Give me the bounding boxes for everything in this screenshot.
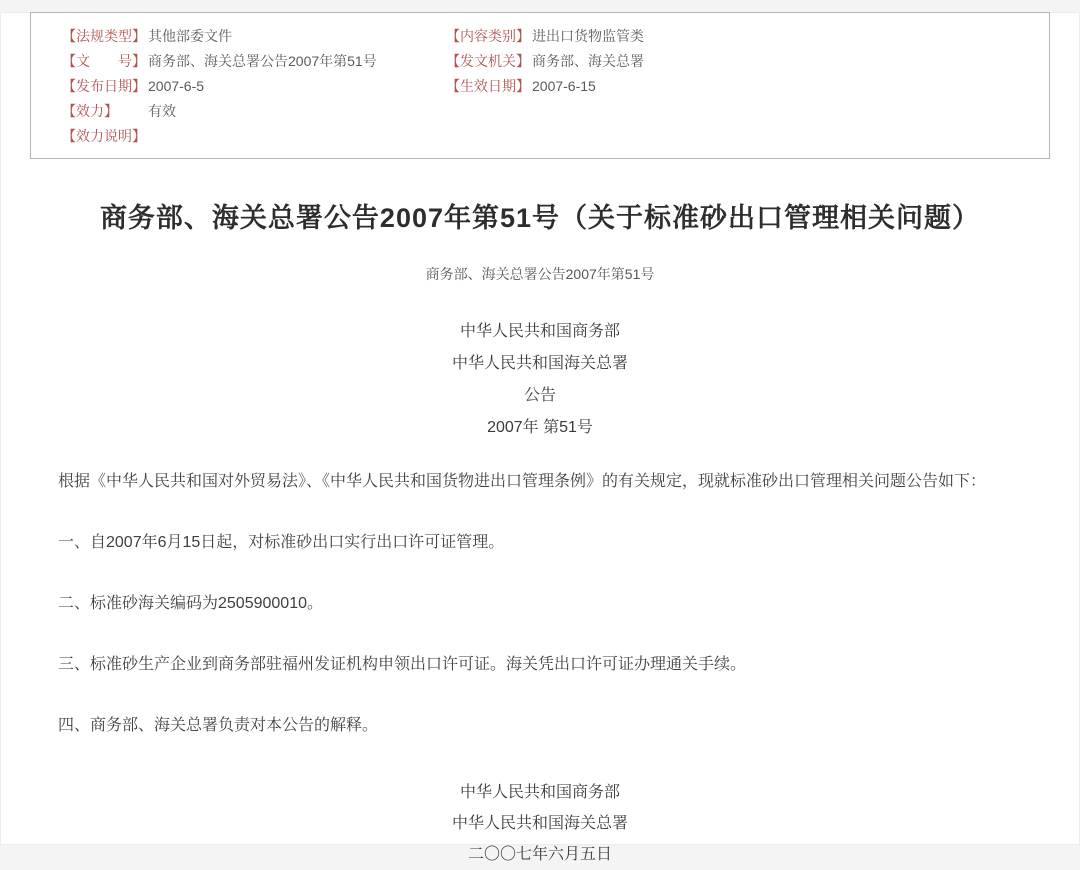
meta-value-issuing-authority: 商务部、海关总署 bbox=[532, 53, 644, 69]
meta-value-validity-note bbox=[148, 128, 446, 145]
metadata-box bbox=[30, 12, 1050, 159]
metadata-grid bbox=[62, 28, 1031, 145]
item-3: 三、标准砂生产企业到商务部驻福州发证机构申领出口许可证。海关凭出口许可证办理通关手续。 bbox=[58, 656, 747, 673]
item-4: 四、商务部、海关总署负责对本公告的解释。 bbox=[58, 717, 379, 734]
item-2: 二、标准砂海关编码为2505900010。 bbox=[58, 595, 323, 612]
meta-label-validity-note: 【效力说明】 bbox=[62, 128, 146, 144]
meta-value-content-category: 进出口货物监管类 bbox=[532, 28, 644, 44]
issuer-line-mofcom: 中华人民共和国商务部 bbox=[459, 323, 620, 340]
meta-label-document-number: 【文 号】 bbox=[62, 53, 146, 69]
document-subtitle: 商务部、海关总署公告2007年第51号 bbox=[425, 266, 655, 282]
meta-value-validity: 有效 bbox=[148, 103, 176, 119]
meta-value-document-number: 商务部、海关总署公告2007年第51号 bbox=[148, 53, 377, 69]
meta-label-publish-date: 【发布日期】 bbox=[62, 78, 146, 94]
signature-line-mofcom: 中华人民共和国商务部 bbox=[459, 784, 620, 801]
meta-label-validity: 【效力】 bbox=[62, 103, 118, 119]
item-1: 一、自2007年6月15日起，对标准砂出口实行出口许可证管理。 bbox=[58, 534, 505, 551]
issuer-block bbox=[0, 316, 1080, 444]
meta-label-effective-date: 【生效日期】 bbox=[446, 78, 530, 94]
document-page bbox=[0, 12, 1080, 863]
preamble-paragraph: 根据《中华人民共和国对外贸易法》、《中华人民共和国货物进出口管理条例》的有关规定，现就标准砂出口管理相关问题公告如下： bbox=[58, 473, 987, 490]
document-title: 商务部、海关总署公告2007年第51号（关于标准砂出口管理相关问题） bbox=[99, 203, 981, 233]
signature-line-customs: 中华人民共和国海关总署 bbox=[451, 815, 628, 832]
announcement-label: 公告 bbox=[523, 387, 556, 404]
issuer-line-customs: 中华人民共和国海关总署 bbox=[451, 355, 628, 372]
signature-block bbox=[0, 777, 1080, 870]
meta-label-content-category: 【内容类别】 bbox=[446, 28, 530, 44]
meta-label-regulation-type: 【法规类型】 bbox=[62, 28, 146, 44]
announcement-number: 2007年 第51号 bbox=[487, 419, 593, 436]
meta-value-regulation-type: 其他部委文件 bbox=[148, 28, 232, 44]
signature-date: 二〇〇七年六月五日 bbox=[467, 846, 612, 863]
meta-label-issuing-authority: 【发文机关】 bbox=[446, 53, 530, 69]
meta-value-effective-date: 2007-6-15 bbox=[532, 78, 596, 94]
meta-value-publish-date: 2007-6-5 bbox=[148, 78, 205, 94]
